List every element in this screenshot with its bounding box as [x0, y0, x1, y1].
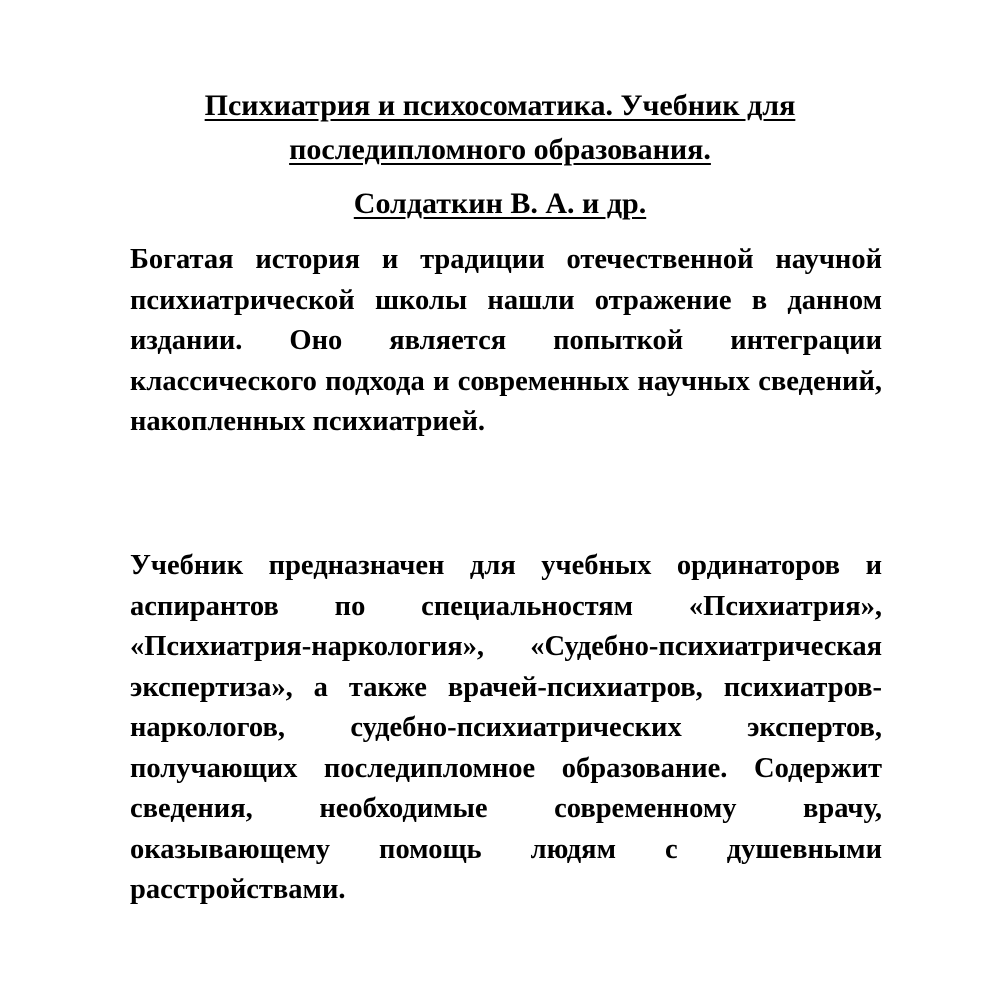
body-paragraph-1: Богатая история и традиции отечественной научной психиатрической школы нашли отражение в данном издании. Оно является попыткой интеграции классического подхода и современных научных сведений, накопленных психиатрией. — [130, 244, 882, 437]
title-block — [120, 84, 880, 226]
document-title: Психиатрия и психосоматика. Учебник для последипломного образования. — [204, 89, 796, 166]
document-author: Солдаткин В. А. и др. — [353, 187, 647, 220]
body-paragraph-2: Учебник предназначен для учебных ординаторов и аспирантов по специальностям «Психиатрия», «Психиатрия-наркология», «Судебно-психиатрическая экспертиза», а также врачей-психиатров, психиатров-наркологов, судебно-психиатрических экспертов, получающих последипломное образование. Содержит сведения, необходимые современному врачу, оказывающему помощь людям с душевными расстройствами. — [130, 550, 882, 905]
